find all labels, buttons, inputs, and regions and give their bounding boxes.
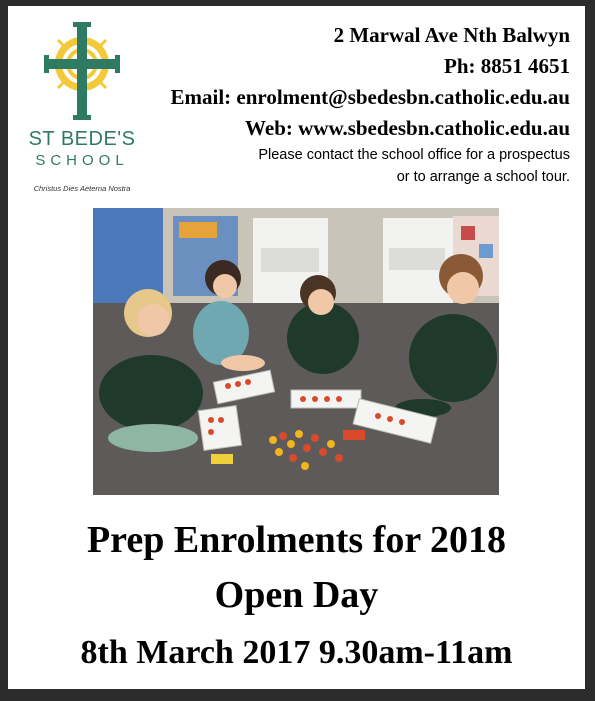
email: Email: enrolment@sbedesbn.catholic.edu.au — [170, 85, 570, 109]
website: Web: www.sbedesbn.catholic.edu.au — [245, 116, 570, 140]
contact-note-line1: Please contact the school office for a prospectus — [258, 147, 570, 163]
contact-block — [170, 20, 570, 188]
flyer-card — [8, 6, 585, 689]
classroom-photo — [93, 208, 499, 495]
headline-date-time: 8th March 2017 9.30am-11am — [80, 634, 513, 671]
headline-enrolments: Prep Enrolments for 2018 — [86, 519, 507, 561]
school-type: SCHOOL — [35, 152, 129, 169]
school-name: ST BEDE'S — [28, 128, 136, 150]
school-logo — [22, 16, 142, 194]
phone: Ph: 8851 4651 — [444, 54, 570, 78]
cross-emblem-icon — [22, 16, 142, 126]
contact-note-line2: or to arrange a school tour. — [396, 169, 570, 185]
headline-open-day: Open Day — [214, 574, 379, 616]
school-motto: Christus Dies Aeterna Nostra — [33, 184, 131, 193]
address: 2 Marwal Ave Nth Balwyn — [333, 23, 570, 47]
